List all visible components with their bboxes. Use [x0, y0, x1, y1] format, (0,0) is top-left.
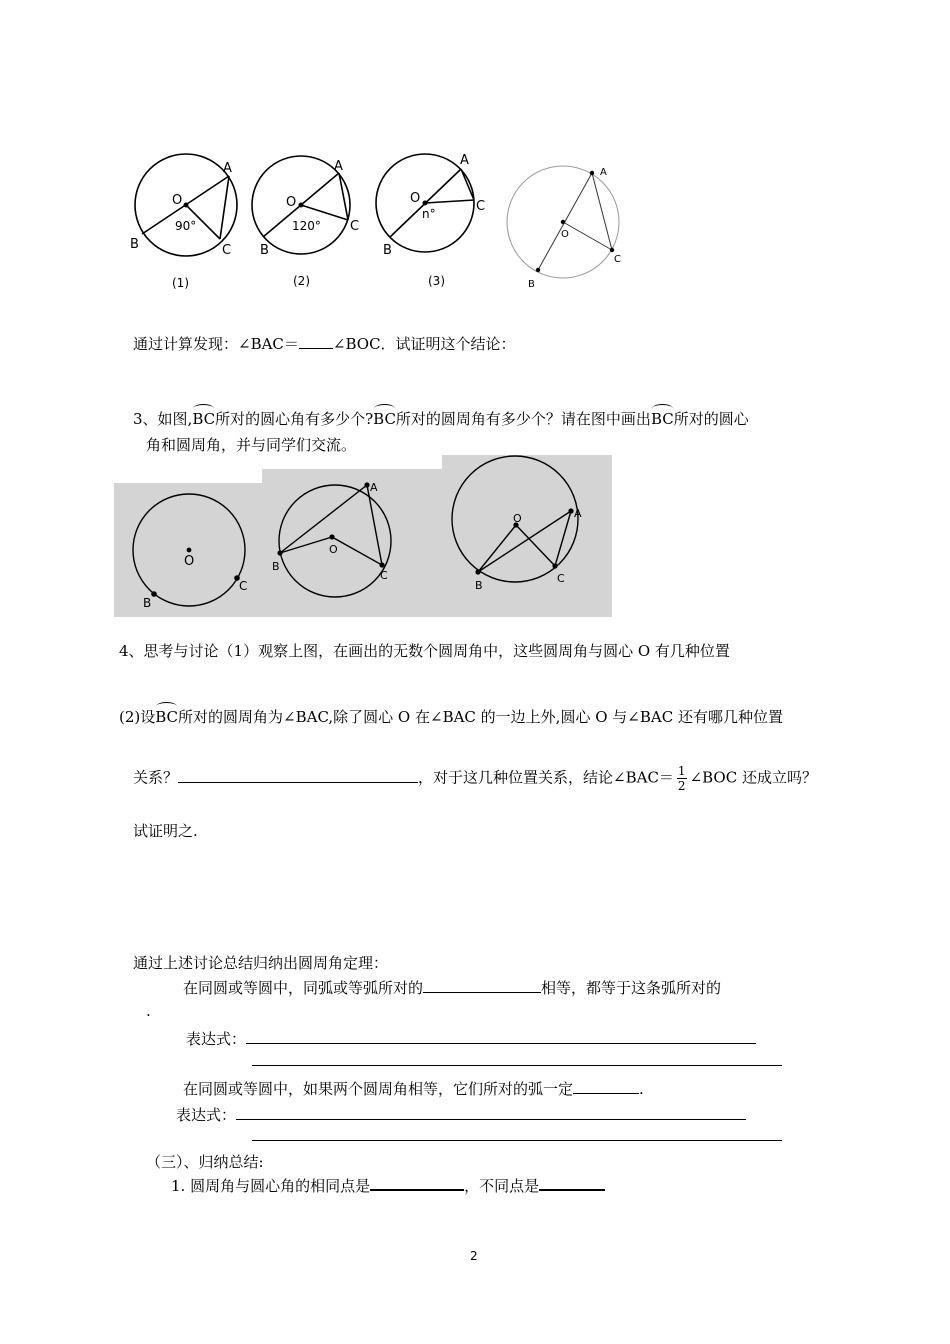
theorem1-suffix: 相等，都等于这条弧所对的 [541, 979, 722, 997]
frac-den: 2 [677, 779, 686, 793]
angle-label-90: 90° [175, 219, 197, 233]
blank-theorem2[interactable] [573, 1079, 639, 1094]
q3-line2: 角和圆周角，并与同学们交流。 [146, 436, 357, 454]
section3-item1 [171, 1175, 605, 1196]
q3-part3: 所对的圆周角有多少个？请在图中画出 [395, 410, 651, 428]
arc-bc: BC [155, 708, 179, 726]
expr1 [186, 1028, 756, 1049]
label-A: A [460, 153, 469, 168]
label-O: O [172, 193, 183, 208]
q4-line2-suffix: 所对的圆周角为∠BAC,除了圆心 O 在∠BAC 的一边上外,圆心 O 与∠BAC 还有哪几种位置 [178, 708, 783, 726]
arc-bc: BC [192, 410, 216, 428]
label-C: C [476, 199, 486, 214]
q4-line4: 试证明之. [133, 822, 198, 840]
q4-line3-suffix: ∠BOC 还成立吗？ [689, 768, 817, 787]
calc-prefix: 通过计算发现：∠BAC＝ [133, 335, 299, 353]
blank-position[interactable] [178, 768, 418, 783]
blank-theorem1[interactable] [423, 978, 541, 993]
theorem2-suffix: . [639, 1080, 644, 1098]
q3-line1 [133, 408, 749, 429]
fraction-half [677, 764, 687, 793]
label-A: A [370, 481, 378, 494]
blank-ratio[interactable] [299, 334, 333, 349]
expr-label: 表达式： [186, 1030, 247, 1048]
center-dot [184, 203, 189, 208]
label-B: B [528, 279, 535, 290]
expr2 [176, 1104, 746, 1125]
q4-line1: 4、思考与讨论（1）观察上图，在画出的无数个圆周角中，这些圆周角与圆心 O 有几种位置 [119, 642, 730, 660]
arc-bc: BC [650, 410, 674, 428]
page-number: 2 [470, 1249, 478, 1263]
item1-mid: ，不同点是 [464, 1177, 540, 1195]
theorem1-prefix: 在同圆或等圆中，同弧或等弧所对的 [183, 979, 424, 997]
angle-label-120: 120° [292, 219, 321, 233]
q4-line2 [119, 706, 783, 727]
calc-line [133, 333, 516, 354]
label-A: A [574, 507, 582, 520]
caption-3: (3) [428, 274, 445, 288]
theorem1-dot: . [146, 1002, 151, 1020]
center-dot [299, 203, 304, 208]
label-C: C [222, 243, 232, 258]
q3-part2: 所对的圆心角有多少个? [215, 410, 374, 428]
blank-expr1-b[interactable] [252, 1051, 782, 1066]
blank-diff[interactable] [539, 1175, 605, 1191]
center-dot [423, 201, 428, 206]
label-A: A [334, 159, 343, 174]
blank-expr2-a[interactable] [236, 1105, 746, 1120]
frac-num: 1 [677, 764, 686, 778]
calc-suffix: ∠BOC．试证明这个结论： [332, 335, 516, 353]
q4-line3-mid: ，对于这几种位置关系，结论∠BAC＝ [418, 768, 674, 787]
caption-1: (1) [172, 276, 189, 290]
label-O: O [561, 229, 569, 240]
blank-same[interactable] [370, 1175, 464, 1191]
label-B: B [260, 243, 269, 258]
label-C: C [614, 254, 621, 265]
q3-part4: 所对的圆心 [673, 410, 749, 428]
label-O: O [513, 512, 522, 525]
q3-part1: 3、如图, [133, 410, 193, 428]
label-C: C [239, 579, 248, 593]
label-C: C [557, 572, 565, 585]
q4-line3-prefix: 关系？ [133, 768, 179, 787]
theorem1 [183, 977, 721, 998]
section3-heading: （三）、归纳总结: [146, 1153, 264, 1171]
label-O: O [184, 554, 195, 569]
arc-bc: BC [373, 410, 396, 428]
summary-intro: 通过上述讨论总结归纳出圆周角定理： [133, 954, 389, 972]
expr-label: 表达式： [176, 1106, 237, 1124]
label-A: A [600, 167, 607, 178]
theorem2 [183, 1078, 644, 1099]
label-O: O [410, 191, 421, 206]
label-O: O [329, 543, 338, 556]
label-B: B [272, 560, 280, 573]
label-B: B [383, 243, 392, 258]
top-figures [120, 140, 640, 310]
middle-figures [114, 455, 612, 617]
theorem2-prefix: 在同圆或等圆中，如果两个圆周角相等，它们所对的弧一定 [183, 1080, 574, 1098]
label-B: B [475, 579, 483, 592]
q4-line2-prefix: (2)设 [119, 708, 156, 726]
angle-label-n: n° [422, 207, 436, 221]
q4-line3 [133, 764, 817, 793]
label-C: C [350, 219, 360, 234]
caption-2: (2) [293, 274, 310, 288]
blank-expr1-a[interactable] [246, 1029, 756, 1044]
item1-prefix: 1. 圆周角与圆心角的相同点是 [171, 1177, 371, 1195]
label-B: B [143, 596, 152, 610]
label-B: B [130, 237, 139, 252]
label-A: A [223, 161, 232, 176]
label-C: C [380, 569, 388, 582]
blank-expr2-b[interactable] [252, 1126, 782, 1141]
label-O: O [286, 195, 297, 210]
